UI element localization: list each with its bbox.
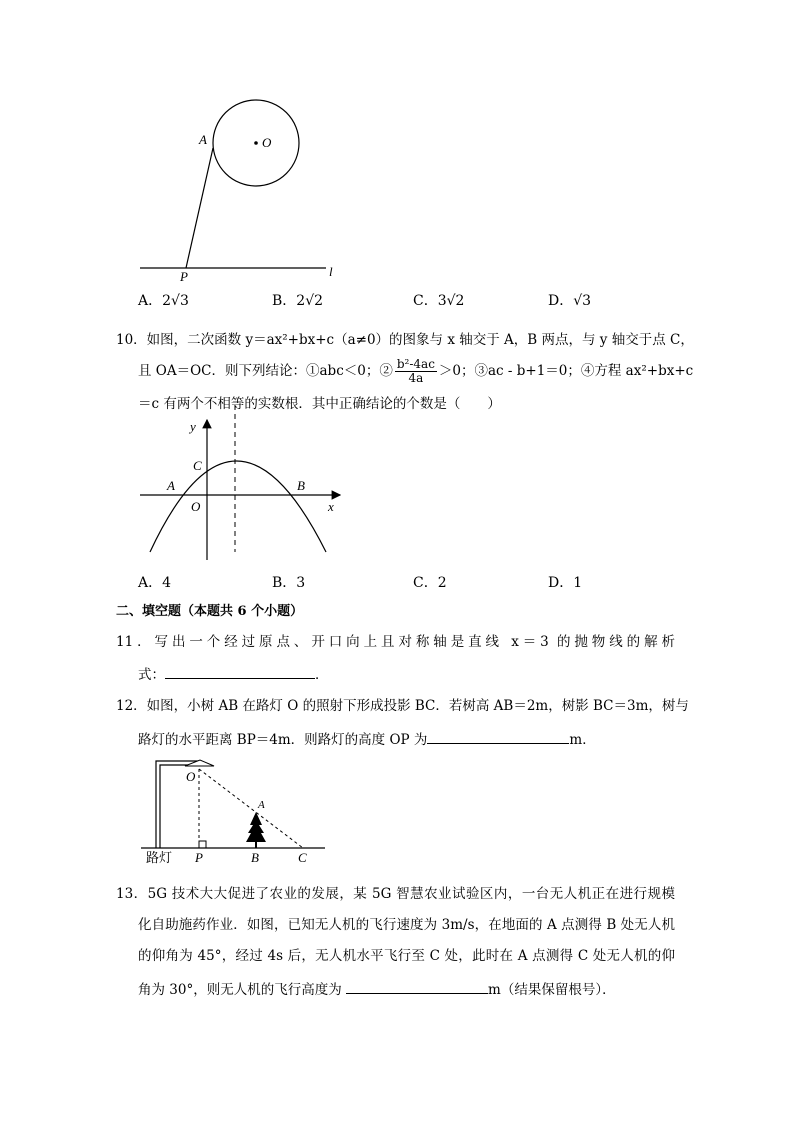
q13-line4 — [138, 979, 616, 999]
q13-line2: 化自助施药作业．如图，已知无人机的飞行速度为 3m/s，在地面的 A 点测得 B 处无人机 — [138, 917, 675, 933]
label-o: O — [191, 499, 201, 514]
label-x: x — [328, 499, 334, 514]
label-c: C — [298, 850, 307, 865]
q10-option-b: B．3 — [272, 575, 306, 591]
label-c: C — [193, 458, 202, 473]
q13-line4-after: m（结果保留根号）． — [488, 982, 616, 998]
q12-line2-before: 路灯的水平距离 BP＝4m．则路灯的高度 OP 为 — [138, 732, 428, 748]
label-lamp: 路灯 — [146, 850, 173, 865]
q11-line2-after: ． — [315, 667, 329, 683]
q10-option-d: D．1 — [548, 575, 583, 591]
q10-option-a: A．4 — [138, 575, 172, 591]
label-a: A — [167, 478, 175, 493]
q9-option-a: A．2√3 — [138, 293, 189, 309]
q10-line1: 10．如图，二次函数 y＝ax²+bx+c（a≠0）的图象与 x 轴交于 A，B 两点，与 y 轴交于点 C， — [116, 332, 694, 348]
q13-line4-before: 角为 30°，则无人机的飞行高度为 — [138, 982, 342, 998]
label-b: B — [251, 850, 259, 865]
label-p: P — [180, 269, 188, 284]
q11-line1: 11．写出一个经过原点、开口向上且对称轴是直线 x＝3 的抛物线的解析 — [116, 634, 675, 650]
label-l: l — [329, 264, 333, 279]
fraction-numerator: b²-4ac — [396, 357, 435, 371]
label-y: y — [190, 419, 196, 434]
label-a: A — [258, 799, 265, 811]
q10-line3: ＝c 有两个不相等的实数根．其中正确结论的个数是（ ） — [138, 396, 501, 412]
label-o: O — [262, 135, 272, 150]
q10-option-c: C．2 — [413, 575, 447, 591]
q9-option-d: D．√3 — [548, 293, 592, 309]
q9-option-b: B．2√2 — [272, 293, 324, 309]
section-title: 二、填空题（本题共 6 个小题） — [116, 604, 304, 619]
q12-line1: 12．如图，小树 AB 在路灯 O 的照射下形成投影 BC．若树高 AB＝2m，树影 BC＝3m，树与 — [116, 698, 689, 714]
label-p: P — [195, 850, 203, 865]
q10-line2-before: 且 OA＝OC．则下列结论：①abc＜0；② — [138, 363, 393, 379]
label-a: A — [199, 132, 207, 147]
right-angle-mark — [199, 841, 206, 848]
label-o: O — [186, 769, 196, 784]
q9-option-c: C．3√2 — [413, 293, 465, 309]
q13-line3: 的仰角为 45°，经过 4s 后，无人机水平飞行至 C 处，此时在 A 点测得 C 处无人机的仰 — [138, 948, 675, 964]
q11-line2-before: 式： — [138, 667, 165, 683]
q10-line2-after: ＞0；③ac - b+1＝0；④方程 ax²+bx+c — [438, 363, 694, 379]
q12-line2-after: m． — [569, 732, 596, 748]
label-b: B — [297, 478, 305, 493]
q13-answer-blank[interactable] — [346, 979, 488, 994]
q13-line1: 13．5G 技术大大促进了农业的发展，某 5G 智慧农业试验区内，一台无人机正在进行规模 — [116, 886, 675, 902]
fraction-denominator: 4a — [408, 371, 424, 385]
